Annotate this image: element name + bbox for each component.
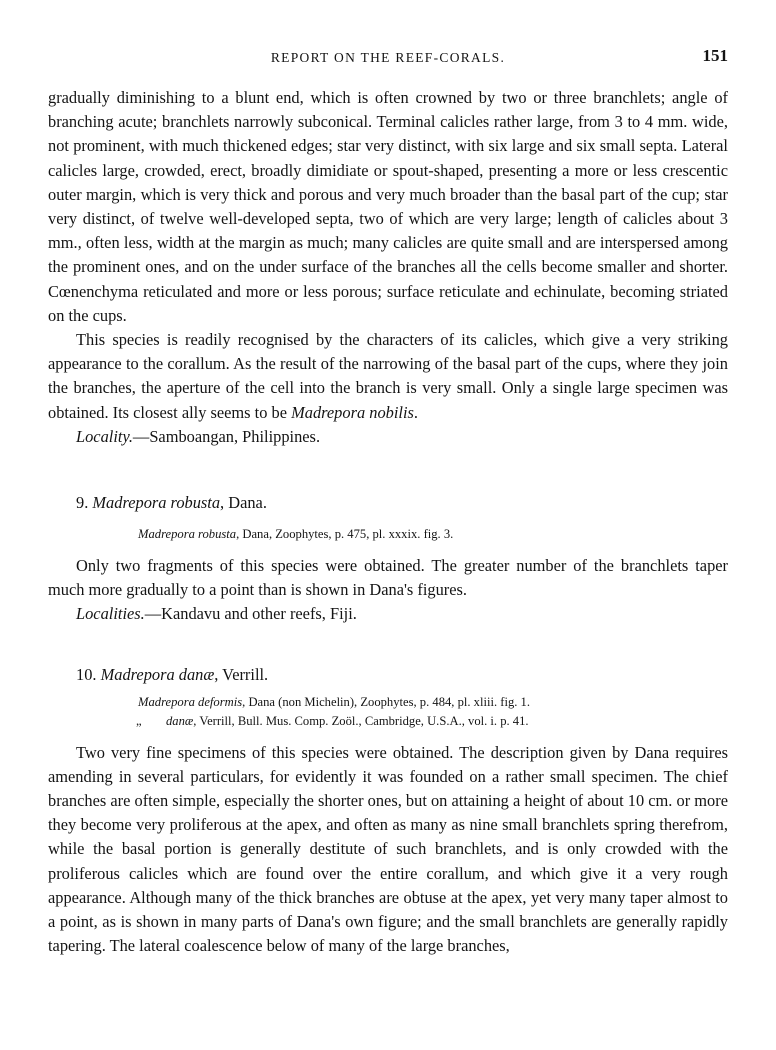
page-number: 151 — [702, 46, 728, 65]
running-title: REPORT ON THE REEF-CORALS. — [270, 50, 506, 65]
species-heading-9: 9. Madrepora robusta, Dana. — [76, 493, 267, 513]
locality-line — [48, 425, 728, 449]
page-header — [48, 42, 728, 68]
synonym-entry: Madrepora deformis, Dana (non Michelin), Zoophytes, p. 484, pl. xliii. fig. 1. — [138, 694, 531, 709]
locality-label: Localities. — [76, 604, 145, 624]
species-description: gradually diminishing to a blunt end, which is often crowned by two or three branchlets; angle of branching acute; branchlets narrowly subconical. Terminal calicles rather large, from 3 to 4 mm. wide, not prominent, with much thickened edges; star very distinct, with six large and six small septa. Lateral calicles large, crowded, erect, broadly dimidiate or spout-shaped, presenting a more or less crescentic outer margin, which is very thick and porous and very much broader than the basal part of the cup; star very distinct, of twelve well-developed septa, two of which are very large; length of calicles about 3 mm., often less, width at the margin as much; many calicles are quite small and are interspersed among the prominent ones, and on the under surface of the branches all the cells become smaller and shorter. Cœnenchyma reticulated and more or less porous; surface reticulate and echinulate, becoming striated on the cups. — [48, 88, 728, 325]
species-remarks: Only two fragments of this species were obtained. The greater number of the branchlets taper much more gradually to a point than is shown in Dana's figures. — [48, 556, 728, 600]
species-name: Madrepora danæ — [100, 664, 215, 684]
locality-label: Locality. — [76, 426, 133, 446]
locality-line — [48, 602, 728, 626]
species-remarks: This species is readily recognised by the characters of its calicles, which give a very striking appearance to the corallum. As the result of the narrowing of the basal part of the cups, where they join the branches, the aperture of the cell into the branch is very small. Only a single large specimen was obtained. Its closest ally seems to be Madrepora nobilis. — [48, 330, 728, 422]
locality-text: —Samboangan, Philippines. — [132, 426, 321, 446]
ally-species-name: Madrepora nobilis — [291, 402, 414, 422]
synonym-entry: Madrepora robusta, Dana, Zoophytes, p. 475, pl. xxxix. fig. 3. — [138, 527, 454, 542]
species-heading-10: 10. Madrepora danæ, Verrill. — [76, 664, 269, 684]
locality-text: —Kandavu and other reefs, Fiji. — [144, 604, 357, 624]
page — [48, 42, 728, 958]
species-name: Madrepora robusta — [92, 493, 221, 513]
species-remarks: Two very fine specimens of this species were obtained. The description given by Dana requires amending in several particulars, for evidently it was founded on a rather small specimen. The chief branches are often simple, especially the shorter ones, but on attaining a height of about 10 cm. or more they become very proliferous at the apex, and often as many as nine small branchlets spring therefrom, while the basal portion is generally destitute of such branchlets, and is only crowded with the proliferous calicles which are found over the entire corallum, and which give it a very rough appearance. Although many of the thick branches are obtuse at the apex, yet very many taper almost to a point, as is shown in many parts of Dana's own figure; and the small branchlets are generally rapidly tapering. The lateral coalescence below of many of the large branches, — [48, 742, 728, 956]
synonym-entry: „ danæ, Verrill, Bull. Mus. Comp. Zoöl., Cambridge, U.S.A., vol. i. p. 41. — [48, 712, 728, 731]
ditto-mark: „ — [136, 713, 142, 728]
